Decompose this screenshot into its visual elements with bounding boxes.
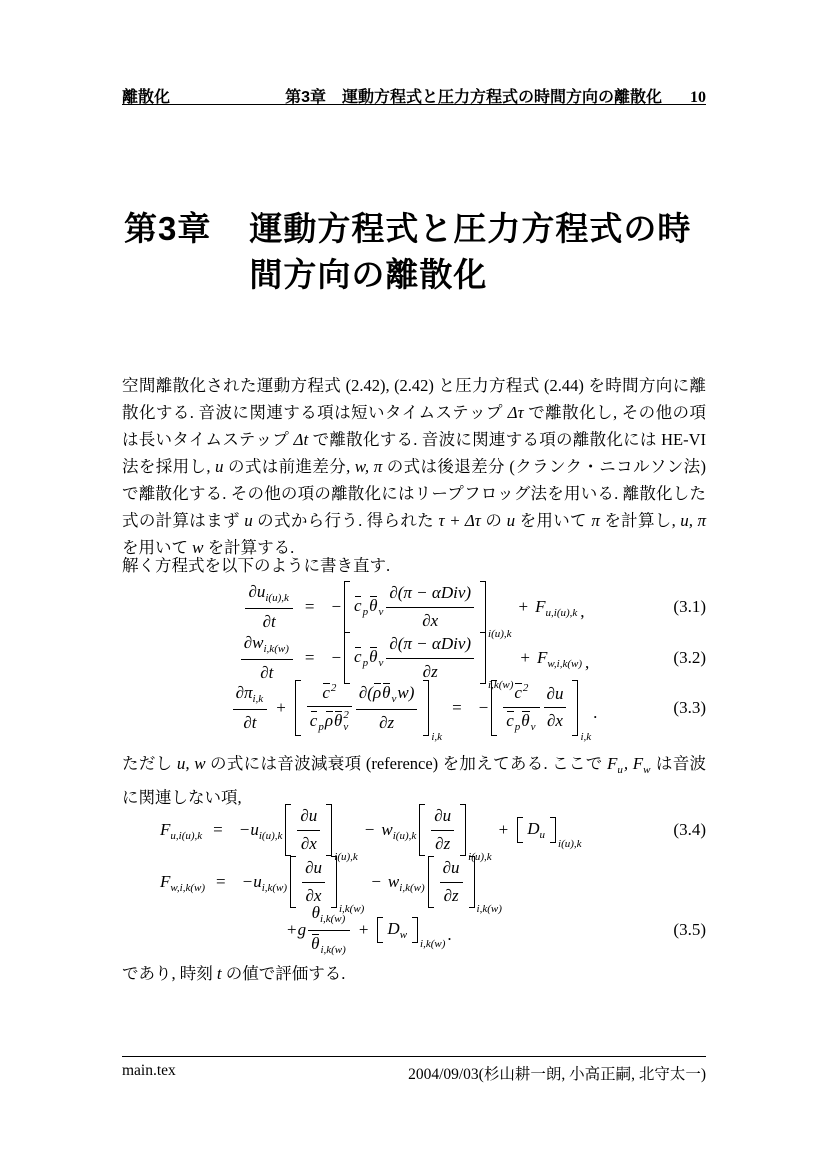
equation-3-3-content: $\frac{\partial\pi_{i,k}}{\partial t}$ + $c^2$ $c_p\rho\theta$ 2 v $\frac{\partial(\rho\theta_vw)}{\partial z}$ i,k = − $\frac{c^2}{c_p\theta_v}$ $\frac{\partial u}{\partial x}$ i,k . (231, 680, 598, 736)
equation-3-1-number: (3.1) (673, 597, 706, 616)
header-rule (122, 104, 706, 105)
chapter-title (249, 206, 691, 298)
equation-3-3 (122, 681, 706, 744)
equation-3-5-line1-content: F w,i,k(w) = − u i,k(w) $\frac{\partial u}{\partial x}$ i,k(w) − w i,k(w) $\frac{\partial u}{\partial z}$ i,k(w) (160, 858, 502, 915)
chapter-title-line1: 運動方程式と圧力方程式の時 (249, 210, 692, 247)
equation-block-2 (122, 804, 706, 956)
equation-3-1 (122, 581, 706, 640)
equation-3-5-line2-content: + g $\frac{\theta_{i,k(w)}}{\theta_{i,k(w)}}$ + $D_w$ i,k(w) . (287, 903, 452, 956)
paragraph-intro: 空間離散化された運動方程式 (2.42), (2.42) と圧力方程式 (2.44) を時間方向に離散化する. 音波に関連する項は短いタイムステップ Δτ で離散化し, その他の項は長いタイムステップ Δt で離散化する. 音波に関連する項の離散化には HE-VI 法を採用し, u の式は前進差分, w, π の式は後退差分 (クランク・ニコルソン法) で離散化する. その他の項の離散化にはリープフロッグ法を用いる. 離散化した式の計算はまず u の式から行う. 得られた τ + Δτ の u を用いて π を計算し, u, π を用いて w を計算する. (122, 376, 707, 557)
equation-block-1 (122, 581, 706, 744)
equation-3-4 (122, 804, 706, 863)
equation-3-3-number: (3.3) (673, 698, 706, 717)
equation-3-2 (122, 632, 706, 691)
footer-date-authors: 2004/09/03(杉山耕一朗, 小高正嗣, 北守太一) (408, 1066, 706, 1083)
header-chapter-title: 第3章 運動方程式と圧力方程式の時間方向の離散化 (285, 89, 662, 106)
paragraph-note: ただし u, w の式には音波減衰項 (reference) を加えてある. ここで $F_u$, $F_w$ は音波に関連しない項, (122, 754, 707, 807)
equation-3-1-content: $\frac{\partial u_{i(u),k}}{\partial t}$ = − $c_p\theta_v$ $\frac{\text{∂(π − αDiv)}}{\partial x}$ i(u),k + F u,i(u),k , (243, 581, 584, 633)
page-content (122, 0, 706, 1169)
equation-3-2-content: $\frac{\partial w_{i,k(w)}}{\partial t}$ = − $c_p\theta_v$ $\frac{\text{∂(π − αDiv)}}{\partial z}$ i,k(w) + F w,i,k(w) , (239, 632, 590, 684)
footer-filename: main.tex (122, 1062, 176, 1079)
equation-3-5-number: (3.5) (673, 920, 706, 939)
page-footer (122, 1062, 706, 1084)
equation-3-4-content: F u,i(u),k = − u i(u),k $\frac{\partial u}{\partial x}$ i(u),k − w i(u),k $\frac{\partial u}{\partial z}$ i(u),k + $D_u$ i(u),k (160, 806, 582, 863)
header-running-title: 離散化 (122, 89, 171, 106)
equation-3-5-line1 (122, 856, 706, 915)
paragraph-closing: であり, 時刻 t の値で評価する. (122, 964, 346, 983)
footer-rule (122, 1056, 706, 1057)
equation-3-5-line2 (122, 903, 706, 956)
paragraph-rewrite-intro: 解く方程式を以下のように書き直す. (122, 556, 391, 575)
equation-3-4-number: (3.4) (673, 820, 706, 839)
equation-3-2-number: (3.2) (673, 648, 706, 667)
header-page-number: 10 (690, 89, 706, 106)
chapter-number: 第3章 (124, 210, 212, 247)
chapter-title-line2: 間方向の離散化 (249, 256, 488, 293)
chapter-heading (124, 206, 691, 298)
